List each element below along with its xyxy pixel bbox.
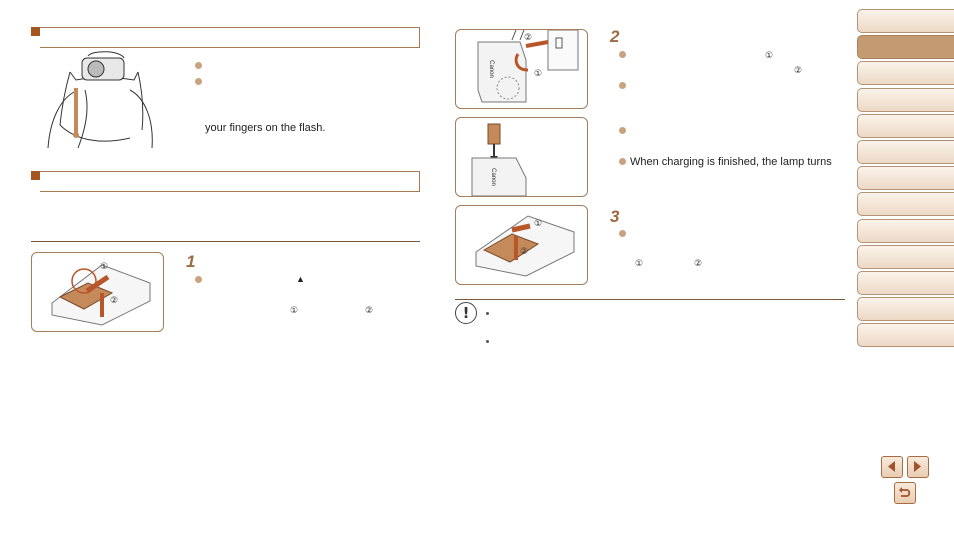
sidebar-tab-2[interactable]: [857, 35, 954, 59]
hold-instruction-text: your fingers on the flash.: [205, 122, 326, 134]
section-header-bar-1: [40, 27, 420, 48]
caution-icon: [455, 302, 477, 324]
triangle-symbol: ▲: [296, 274, 305, 284]
step2-marker-2: ②: [794, 65, 803, 75]
step3-illus-marker-2: ②: [520, 246, 529, 256]
bullet: [195, 62, 202, 69]
charging-finished-text: When charging is finished, the lamp turns: [630, 156, 832, 168]
sidebar-tab-1[interactable]: [857, 9, 954, 33]
sidebar-tab-12[interactable]: [857, 297, 954, 321]
back-button[interactable]: [894, 482, 916, 504]
cord-charger-brand-label: Canon: [489, 168, 496, 186]
arrow-left-icon: [882, 457, 901, 476]
step1-marker-2: ②: [365, 305, 374, 315]
step3-marker-2: ②: [694, 258, 703, 268]
caution-bullet: [486, 340, 489, 343]
bullet: [619, 51, 626, 58]
bullet: [619, 230, 626, 237]
section-marker-2: [31, 171, 40, 180]
bullet: [619, 127, 626, 134]
caution-divider-line: [455, 299, 845, 300]
holding-camera-illustration: [30, 50, 165, 150]
step2-outlet-illustration: [455, 29, 588, 109]
step-number-2: 2: [610, 27, 620, 46]
bullet: [619, 82, 626, 89]
next-page-button[interactable]: [907, 456, 929, 478]
step2-illus-marker-2: ②: [524, 32, 533, 42]
step1-marker-1: ①: [290, 305, 299, 315]
step-number-3: 3: [610, 207, 620, 226]
step1-illustration: [31, 252, 164, 332]
sidebar-tab-7[interactable]: [857, 166, 954, 190]
step1-illus-marker-2: ②: [110, 295, 119, 305]
step1-illus-marker-1: ①: [100, 261, 109, 271]
sidebar-tab-3[interactable]: [857, 61, 954, 85]
sidebar-tab-5[interactable]: [857, 114, 954, 138]
bullet: [195, 78, 202, 85]
step3-marker-1: ①: [635, 258, 644, 268]
bullet: [195, 276, 202, 283]
caution-bullet: [486, 312, 489, 315]
sidebar-tab-11[interactable]: [857, 271, 954, 295]
charger-brand-label: Canon: [487, 60, 494, 78]
step2-illus-marker-1: ①: [534, 68, 543, 78]
previous-page-button[interactable]: [881, 456, 903, 478]
bullet: [619, 158, 626, 165]
return-arrow-icon: [895, 483, 914, 502]
step-number-1: 1: [186, 252, 196, 271]
step2-marker-1: ①: [765, 50, 774, 60]
sidebar-tab-9[interactable]: [857, 219, 954, 243]
step2-cord-illustration: [455, 117, 588, 197]
sidebar-tab-13[interactable]: [857, 323, 954, 347]
section-header-bar-2: [40, 171, 420, 192]
sidebar-tab-4[interactable]: [857, 88, 954, 112]
sidebar-tab-6[interactable]: [857, 140, 954, 164]
arrow-right-icon: [908, 457, 927, 476]
sidebar-tab-8[interactable]: [857, 192, 954, 216]
step3-illus-marker-1: ①: [534, 218, 543, 228]
section-marker-1: [31, 27, 40, 36]
divider-line: [31, 241, 420, 242]
step3-illustration: [455, 205, 588, 285]
sidebar-tab-10[interactable]: [857, 245, 954, 269]
